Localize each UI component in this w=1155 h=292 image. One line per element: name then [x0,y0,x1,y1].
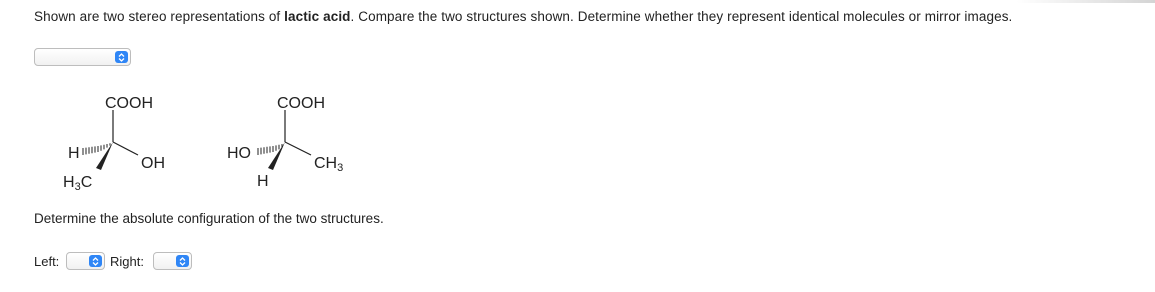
left-config-label: Left: [34,254,60,269]
select-arrows-icon [89,255,102,267]
right-config-label: Right: [110,254,144,269]
right-bond-ch3 [285,142,311,155]
right-structure [227,95,343,190]
right-config-select[interactable] [153,252,192,270]
right-cooh-label: COOH [277,95,325,112]
left-ch3-label: H3C [63,174,93,193]
left-cooh-label: COOH [105,95,153,112]
left-h-label: H [68,145,80,162]
question-text: Shown are two stereo representations of lactic acid. Compare the two structures shown. Determine whether they represent identical molecules or mirror images. [34,9,1013,24]
left-config-select[interactable] [66,252,105,270]
compound-name: lactic acid [284,9,351,24]
right-ho-label: HO [227,145,251,162]
left-structure [63,95,165,193]
select-arrows-icon [176,255,189,267]
left-oh-label: OH [141,155,165,172]
left-bond-oh [113,142,138,155]
right-h-label: H [257,173,269,190]
instruction-text: Determine the absolute configuration of the two structures. [34,211,384,226]
right-ch3-label: CH3 [314,155,344,174]
